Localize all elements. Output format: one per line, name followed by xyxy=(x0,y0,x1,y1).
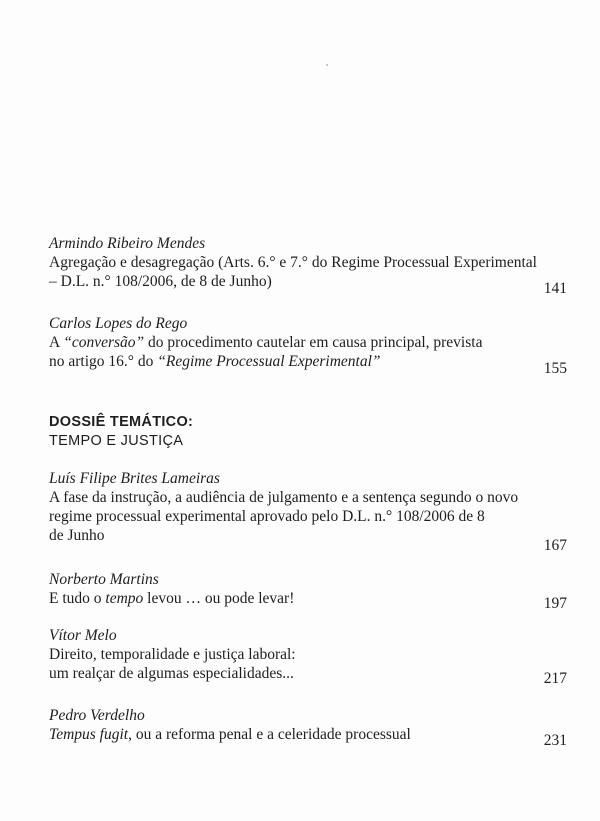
entry-author: Pedro Verdelho xyxy=(49,707,145,724)
page-number: 217 xyxy=(543,670,567,687)
entry-title-line: A “conversão” do procedimento cautelar em causa principal, prevista xyxy=(49,334,483,351)
page-number: 141 xyxy=(543,280,567,297)
page-number: 155 xyxy=(543,360,567,377)
entry-title-line: Direito, temporalidade e justiça laboral: xyxy=(49,646,296,663)
page-number: 167 xyxy=(543,537,567,554)
toc-entry xyxy=(49,234,569,291)
page-number: 231 xyxy=(543,732,567,749)
page-number: 197 xyxy=(543,595,567,612)
entry-author: Carlos Lopes do Rego xyxy=(49,315,188,332)
entry-author: Vítor Melo xyxy=(49,627,117,644)
section-subheading: TEMPO E JUSTIÇA xyxy=(49,433,184,449)
entry-title-line: regime processual experimental aprovado pelo D.L. n.° 108/2006 de 8 xyxy=(49,508,485,525)
entry-title-line: A fase da instrução, a audiência de julgamento e a sentença segundo o novo xyxy=(49,489,519,506)
entry-title-line: – D.L. n.° 108/2006, de 8 de Junho) xyxy=(49,273,272,290)
toc-entry xyxy=(49,570,569,608)
entry-title-line: de Junho xyxy=(49,527,105,544)
toc-entry xyxy=(49,706,569,744)
entry-title-line: Tempus fugit, ou a reforma penal e a celeridade processual xyxy=(49,726,411,743)
toc-entry xyxy=(49,626,569,683)
entry-title-line: E tudo o tempo levou … ou pode levar! xyxy=(49,590,295,607)
speck xyxy=(326,64,328,66)
entry-title-line: no artigo 16.° do “Regime Processual Experimental” xyxy=(49,353,381,370)
toc-entry xyxy=(49,314,569,371)
entry-title-line: um realçar de algumas especialidades... xyxy=(49,665,294,682)
toc-entry xyxy=(49,469,569,545)
entry-author: Norberto Martins xyxy=(49,571,159,588)
entry-author: Armindo Ribeiro Mendes xyxy=(49,235,206,252)
entry-title-line: Agregação e desagregação (Arts. 6.° e 7.° do Regime Processual Experimental xyxy=(49,254,537,271)
entry-author: Luís Filipe Brites Lameiras xyxy=(49,470,220,487)
section-heading: DOSSIÊ TEMÁTICO: xyxy=(49,414,194,430)
